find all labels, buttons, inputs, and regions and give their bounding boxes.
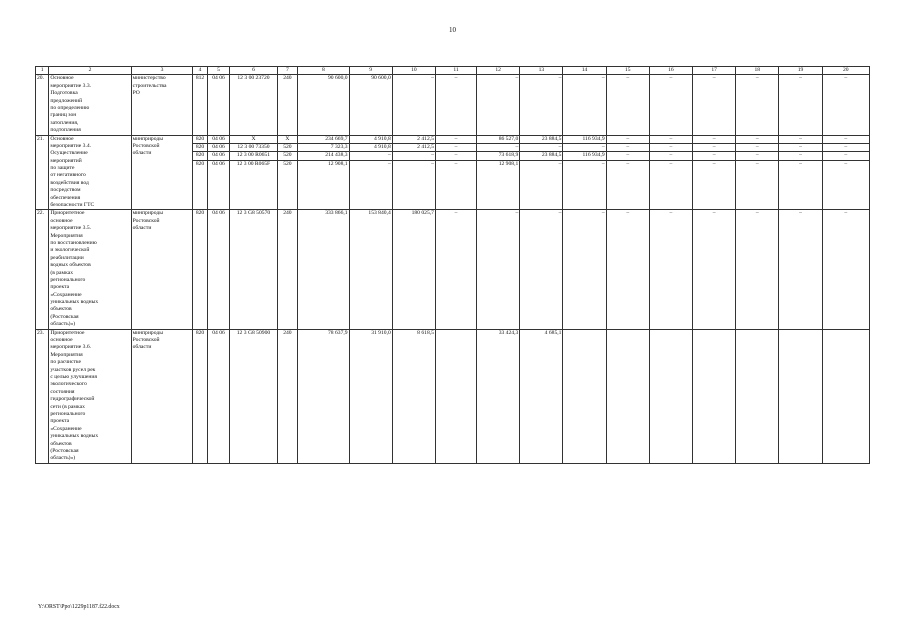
value-cell-col-16 bbox=[649, 75, 692, 135]
column-number-15: 15 bbox=[606, 67, 649, 75]
value-line: 04 06 bbox=[208, 136, 230, 144]
executor-line: Ростовской bbox=[132, 217, 160, 224]
value-line: 04 06 bbox=[212, 210, 225, 217]
value-line: 2 412,5 bbox=[393, 144, 435, 152]
value-cell-col-6 bbox=[230, 135, 277, 210]
value-line: – bbox=[712, 160, 716, 167]
value-line bbox=[650, 330, 692, 337]
value-line: 04 06 bbox=[208, 152, 230, 160]
value-cell-col-16 bbox=[649, 329, 692, 463]
value-cell-col-10 bbox=[392, 210, 435, 329]
value-line: 234 669,7 bbox=[298, 136, 348, 144]
value-line: 820 bbox=[195, 160, 205, 167]
value-cell-col-11 bbox=[435, 75, 476, 135]
value-line: 12 3 00 23720 bbox=[237, 75, 270, 82]
measure-name-line: с целью улучшения bbox=[50, 374, 97, 380]
value-line: – bbox=[755, 210, 759, 217]
measure-name-line: состояния bbox=[50, 388, 75, 395]
value-cell-col-15 bbox=[606, 135, 649, 210]
value-line: 33 424,3 bbox=[498, 329, 519, 336]
measure-name-line: экологического bbox=[50, 381, 87, 388]
measure-name-line: «Сохранение bbox=[50, 291, 82, 298]
value-line: – bbox=[669, 75, 673, 82]
value-cell-col-19 bbox=[779, 135, 822, 210]
value-cell-col-17 bbox=[693, 135, 736, 210]
measure-name-line: границ зон bbox=[50, 112, 77, 119]
measure-name-line: подтопления bbox=[50, 127, 81, 134]
value-line bbox=[436, 330, 476, 337]
measure-name-cell bbox=[49, 135, 131, 210]
value-cell-col-9 bbox=[349, 135, 392, 210]
value-cell-col-20 bbox=[822, 210, 869, 329]
value-line: 73 618,9 bbox=[477, 152, 519, 160]
executor-line: РО bbox=[132, 90, 140, 97]
value-line: 23 884,5 bbox=[520, 152, 562, 160]
value-line: 86 527,0 bbox=[477, 136, 519, 144]
value-line: 333 866,1 bbox=[325, 210, 348, 217]
value-line: 820 bbox=[195, 329, 205, 336]
measure-name-line: по расчистке bbox=[50, 359, 81, 366]
value-line: – bbox=[436, 136, 476, 144]
measure-name-line: (Ростовская bbox=[50, 447, 79, 454]
value-line: – bbox=[558, 210, 562, 217]
measure-name-line: по восстановлению bbox=[50, 239, 97, 246]
value-cell-col-20 bbox=[822, 329, 869, 463]
value-line: – bbox=[520, 144, 562, 152]
value-cell-col-16 bbox=[649, 210, 692, 329]
value-line: – bbox=[607, 144, 649, 152]
value-cell-col-10 bbox=[392, 75, 435, 135]
value-cell-col-18 bbox=[736, 135, 779, 210]
value-cell-col-13 bbox=[520, 210, 563, 329]
value-cell-col-13 bbox=[520, 135, 563, 210]
measure-name-line: Основное bbox=[50, 135, 74, 142]
value-cell-col-19 bbox=[779, 75, 822, 135]
value-line: – bbox=[823, 144, 869, 152]
value-line: 78 637,9 bbox=[328, 329, 348, 336]
measure-name-line: мероприятие 3.4. bbox=[50, 142, 92, 149]
value-line: 812 bbox=[195, 75, 205, 82]
value-line bbox=[563, 330, 605, 337]
measure-name-line: уникальных водных bbox=[50, 433, 99, 440]
column-number-20: 20 bbox=[822, 67, 869, 75]
value-line: 7 323,3 bbox=[298, 144, 348, 152]
value-cell-col-5 bbox=[207, 135, 230, 210]
value-cell-col-7 bbox=[277, 210, 298, 329]
value-line: 12 3 00 R0651 bbox=[230, 152, 276, 160]
value-line bbox=[607, 330, 649, 337]
measure-name-line: сети (в рамках bbox=[50, 403, 85, 410]
value-line: 180 025,7 bbox=[411, 210, 434, 217]
value-cell-col-5 bbox=[207, 210, 230, 329]
measure-name-line: регионального bbox=[50, 410, 86, 417]
value-cell-col-5 bbox=[207, 329, 230, 463]
value-cell-col-6 bbox=[230, 329, 277, 463]
value-line: – bbox=[844, 210, 848, 217]
column-number-8: 8 bbox=[298, 67, 349, 75]
measure-name-line: регионального bbox=[50, 276, 86, 283]
measure-name-line: уникальных водных bbox=[50, 299, 99, 306]
value-cell-col-18 bbox=[736, 75, 779, 135]
column-number-5: 5 bbox=[207, 67, 230, 75]
measure-name-line: Приоритетное bbox=[50, 210, 85, 217]
measure-name-line: предложений bbox=[50, 97, 83, 104]
measure-name-line: участков русел рек bbox=[50, 366, 96, 373]
value-line: 12 908,1 bbox=[498, 160, 519, 167]
value-line: – bbox=[736, 152, 778, 160]
value-line: 31 910,0 bbox=[371, 329, 391, 336]
value-cell-col-7 bbox=[277, 329, 298, 463]
measure-name-line: (в рамках bbox=[50, 269, 73, 276]
measure-name-line: Осуществление bbox=[50, 150, 88, 157]
value-line: – bbox=[712, 75, 716, 82]
row-number: 23. bbox=[36, 329, 49, 463]
column-number-11: 11 bbox=[435, 67, 476, 75]
value-line: 116 934,9 bbox=[563, 136, 605, 144]
value-line: – bbox=[558, 75, 562, 82]
value-line: – bbox=[454, 210, 458, 217]
value-line: – bbox=[799, 210, 802, 217]
measure-name-line: Основное bbox=[50, 75, 74, 82]
column-number-row bbox=[36, 67, 870, 75]
value-line: 04 06 bbox=[212, 75, 225, 82]
value-line: 04 06 bbox=[212, 160, 225, 167]
value-line: – bbox=[736, 136, 778, 144]
value-line: 520 bbox=[283, 160, 292, 167]
value-cell-col-6 bbox=[230, 210, 277, 329]
value-line: – bbox=[799, 75, 802, 82]
value-line: 2 412,5 bbox=[393, 136, 435, 144]
value-cell-col-17 bbox=[693, 75, 736, 135]
value-line: – bbox=[626, 160, 630, 167]
column-number-6: 6 bbox=[230, 67, 277, 75]
measure-name-line: проекта bbox=[50, 418, 70, 425]
value-cell-col-7 bbox=[277, 135, 298, 210]
column-number-10: 10 bbox=[392, 67, 435, 75]
measure-name-line: мероприятие 3.3. bbox=[50, 82, 92, 89]
row-number: 21. bbox=[36, 135, 49, 210]
value-line: – bbox=[563, 144, 605, 152]
value-line: – bbox=[693, 144, 735, 152]
table-row bbox=[36, 75, 870, 135]
value-line: – bbox=[558, 160, 562, 167]
value-line: – bbox=[823, 152, 869, 160]
value-cell-col-12 bbox=[477, 210, 520, 329]
value-cell-col-10 bbox=[392, 135, 435, 210]
measure-name-line: Приоритетное bbox=[50, 329, 85, 336]
value-cell-col-19 bbox=[779, 210, 822, 329]
value-line: 520 bbox=[278, 144, 298, 152]
column-number-17: 17 bbox=[693, 67, 736, 75]
value-line: – bbox=[515, 75, 519, 82]
value-cell-col-8 bbox=[298, 135, 349, 210]
column-number-2: 2 bbox=[49, 67, 131, 75]
value-cell-col-5 bbox=[207, 75, 230, 135]
value-line: 12 3 G8 50570 bbox=[236, 210, 271, 217]
value-line: – bbox=[626, 210, 630, 217]
column-number-13: 13 bbox=[520, 67, 563, 75]
value-line: 240 bbox=[283, 75, 292, 82]
value-line: X bbox=[278, 136, 298, 144]
value-line: – bbox=[436, 144, 476, 152]
value-line: – bbox=[393, 152, 435, 160]
value-cell-col-4 bbox=[193, 75, 207, 135]
value-line: 04 06 bbox=[208, 144, 230, 152]
value-line: – bbox=[844, 160, 848, 167]
measure-name-line: объектов bbox=[50, 440, 72, 447]
measure-name-line: проекта bbox=[50, 284, 70, 291]
measure-name-line: обеспечения bbox=[50, 194, 81, 201]
value-line: – bbox=[779, 136, 821, 144]
value-line: – bbox=[650, 144, 692, 152]
table-row bbox=[36, 135, 870, 210]
measure-name-line: объектов bbox=[50, 306, 72, 313]
value-cell-col-4 bbox=[193, 329, 207, 463]
value-line: – bbox=[736, 144, 778, 152]
measure-name-line: область)») bbox=[50, 455, 76, 462]
value-line: – bbox=[436, 152, 476, 160]
value-cell-col-14 bbox=[563, 329, 606, 463]
value-line: 90 600,0 bbox=[371, 75, 391, 82]
measure-name-line: мероприятие 3.5. bbox=[50, 225, 92, 232]
value-line: 12 908,1 bbox=[328, 160, 348, 167]
value-line: 153 840,4 bbox=[368, 210, 391, 217]
value-line: 04 06 bbox=[212, 329, 225, 336]
value-line: – bbox=[823, 136, 869, 144]
value-line: – bbox=[607, 136, 649, 144]
value-cell-col-20 bbox=[822, 75, 869, 135]
column-number-7: 7 bbox=[277, 67, 298, 75]
value-line bbox=[693, 330, 735, 337]
value-cell-col-17 bbox=[693, 329, 736, 463]
value-line: – bbox=[477, 144, 519, 152]
value-line: – bbox=[693, 136, 735, 144]
value-line: 12 3 00 R065F bbox=[236, 160, 271, 167]
value-line: 4 685,1 bbox=[544, 329, 562, 336]
measure-name-line: гидрографической bbox=[50, 396, 95, 403]
value-cell-col-20 bbox=[822, 135, 869, 210]
executor-line: минприроды bbox=[132, 329, 163, 336]
value-line: 820 bbox=[193, 152, 206, 160]
measure-name-line: (Ростовская bbox=[50, 313, 79, 320]
value-line: 4 910,8 bbox=[350, 136, 392, 144]
row-number: 22. bbox=[36, 210, 49, 329]
value-line: – bbox=[601, 75, 605, 82]
value-cell-col-13 bbox=[520, 75, 563, 135]
measure-name-line: от негативного bbox=[50, 172, 86, 179]
executor-cell bbox=[131, 329, 193, 463]
value-cell-col-14 bbox=[563, 135, 606, 210]
column-number-14: 14 bbox=[563, 67, 606, 75]
table-body bbox=[36, 67, 870, 464]
value-cell-col-11 bbox=[435, 210, 476, 329]
executor-cell bbox=[131, 75, 193, 135]
value-line: – bbox=[650, 136, 692, 144]
value-line: – bbox=[387, 160, 391, 167]
value-line: – bbox=[844, 75, 848, 82]
measure-name-cell bbox=[49, 75, 131, 135]
executor-line: строительства bbox=[132, 82, 167, 89]
measure-name-line: основное bbox=[50, 217, 73, 224]
column-number-9: 9 bbox=[349, 67, 392, 75]
measure-name-line: воздействия вод bbox=[50, 179, 89, 186]
value-line: 12 3 G8 50900 bbox=[236, 329, 271, 336]
value-cell-col-10 bbox=[392, 329, 435, 463]
value-line: – bbox=[755, 160, 759, 167]
value-line: – bbox=[669, 160, 673, 167]
value-cell-col-14 bbox=[563, 75, 606, 135]
value-cell-col-12 bbox=[477, 135, 520, 210]
measure-name-line: по защите bbox=[50, 165, 75, 172]
executor-line: области bbox=[132, 344, 152, 351]
value-cell-col-6 bbox=[230, 75, 277, 135]
value-line: 4 910,8 bbox=[350, 144, 392, 152]
value-line: – bbox=[350, 152, 392, 160]
value-line: 214 438,3 bbox=[298, 152, 348, 160]
value-line: 820 bbox=[195, 210, 205, 217]
value-line: 116 934,9 bbox=[563, 152, 605, 160]
measure-name-line: мероприятий bbox=[50, 157, 82, 164]
value-line: 240 bbox=[283, 210, 292, 217]
file-path-footer: Y:\ORST\Ppo\1229p1187.f22.docx bbox=[38, 604, 120, 610]
measure-name-line: по определению bbox=[50, 104, 90, 111]
executor-line: Ростовской bbox=[132, 142, 160, 149]
column-number-19: 19 bbox=[779, 67, 822, 75]
measure-name-line: мероприятие 3.6. bbox=[50, 344, 92, 351]
value-cell-col-8 bbox=[298, 210, 349, 329]
executor-cell bbox=[131, 135, 193, 210]
value-line: – bbox=[626, 75, 630, 82]
measure-name-line: и экологической bbox=[50, 247, 90, 254]
measure-name-line: область)») bbox=[50, 321, 76, 328]
measure-name-line: реабилитации bbox=[50, 254, 84, 261]
value-line: – bbox=[601, 210, 605, 217]
measure-name-line: безопасности ГТС bbox=[50, 202, 95, 209]
value-cell-col-11 bbox=[435, 135, 476, 210]
value-line: – bbox=[799, 160, 802, 167]
column-number-1: 1 bbox=[36, 67, 49, 75]
value-line: 820 bbox=[193, 144, 206, 152]
value-cell-col-9 bbox=[349, 75, 392, 135]
column-number-18: 18 bbox=[736, 67, 779, 75]
value-line: X bbox=[230, 136, 276, 144]
budget-table bbox=[35, 66, 870, 464]
value-cell-col-13 bbox=[520, 329, 563, 463]
measure-name-cell bbox=[49, 210, 131, 329]
executor-line: минприроды bbox=[132, 135, 163, 142]
value-line: – bbox=[515, 210, 519, 217]
measure-name-line: водных объектов bbox=[50, 262, 91, 269]
table-row bbox=[36, 210, 870, 329]
page-number: 10 bbox=[449, 26, 456, 34]
value-line: 23 884,5 bbox=[520, 136, 562, 144]
value-cell-col-4 bbox=[193, 135, 207, 210]
value-cell-col-19 bbox=[779, 329, 822, 463]
measure-name-line: «Сохранение bbox=[50, 425, 82, 432]
executor-line: минприроды bbox=[132, 210, 163, 217]
value-line: 8 618,5 bbox=[417, 329, 434, 336]
value-line: – bbox=[669, 210, 673, 217]
value-cell-col-17 bbox=[693, 210, 736, 329]
table-row bbox=[36, 329, 870, 463]
value-cell-col-18 bbox=[736, 210, 779, 329]
executor-line: области bbox=[132, 225, 152, 232]
measure-name-line: посредством bbox=[50, 187, 81, 194]
value-cell-col-4 bbox=[193, 210, 207, 329]
column-number-3: 3 bbox=[131, 67, 193, 75]
value-cell-col-12 bbox=[477, 329, 520, 463]
measure-name-line: Подготовка bbox=[50, 90, 78, 97]
value-line: 820 bbox=[193, 136, 206, 144]
value-line: 12 3 00 73350 bbox=[230, 144, 276, 152]
value-line: 520 bbox=[278, 152, 298, 160]
value-cell-col-18 bbox=[736, 329, 779, 463]
executor-line: области bbox=[132, 150, 152, 157]
value-line: 90 600,0 bbox=[328, 75, 348, 82]
value-cell-col-11 bbox=[435, 329, 476, 463]
value-cell-col-12 bbox=[477, 75, 520, 135]
value-cell-col-15 bbox=[606, 75, 649, 135]
measure-name-line: основное bbox=[50, 337, 73, 344]
value-line bbox=[779, 330, 821, 337]
executor-line: Ростовской bbox=[132, 337, 160, 344]
value-line: – bbox=[431, 75, 434, 82]
value-cell-col-15 bbox=[606, 210, 649, 329]
value-cell-col-14 bbox=[563, 210, 606, 329]
value-line: – bbox=[779, 144, 821, 152]
value-line: – bbox=[431, 160, 434, 167]
executor-line: министерство bbox=[132, 75, 166, 82]
value-line: – bbox=[454, 75, 458, 82]
value-line: – bbox=[712, 210, 716, 217]
column-number-16: 16 bbox=[649, 67, 692, 75]
value-line: – bbox=[650, 152, 692, 160]
value-line: – bbox=[755, 75, 759, 82]
column-number-12: 12 bbox=[477, 67, 520, 75]
value-line: 240 bbox=[283, 329, 292, 336]
value-line bbox=[823, 330, 869, 337]
column-number-4: 4 bbox=[193, 67, 207, 75]
value-cell-col-8 bbox=[298, 75, 349, 135]
value-cell-col-8 bbox=[298, 329, 349, 463]
value-cell-col-15 bbox=[606, 329, 649, 463]
value-line: – bbox=[607, 152, 649, 160]
row-number: 20. bbox=[36, 75, 49, 135]
value-cell-col-9 bbox=[349, 210, 392, 329]
measure-name-line: затопления, bbox=[50, 119, 79, 126]
value-line: – bbox=[454, 160, 458, 167]
value-line bbox=[736, 330, 778, 337]
value-line: – bbox=[693, 152, 735, 160]
value-cell-col-9 bbox=[349, 329, 392, 463]
measure-name-line: Мероприятия bbox=[50, 232, 83, 239]
measure-name-line: Мероприятия bbox=[50, 351, 83, 358]
value-cell-col-16 bbox=[649, 135, 692, 210]
value-line: – bbox=[601, 160, 605, 167]
measure-name-cell bbox=[49, 329, 131, 463]
executor-cell bbox=[131, 210, 193, 329]
value-cell-col-7 bbox=[277, 75, 298, 135]
value-line: – bbox=[779, 152, 821, 160]
